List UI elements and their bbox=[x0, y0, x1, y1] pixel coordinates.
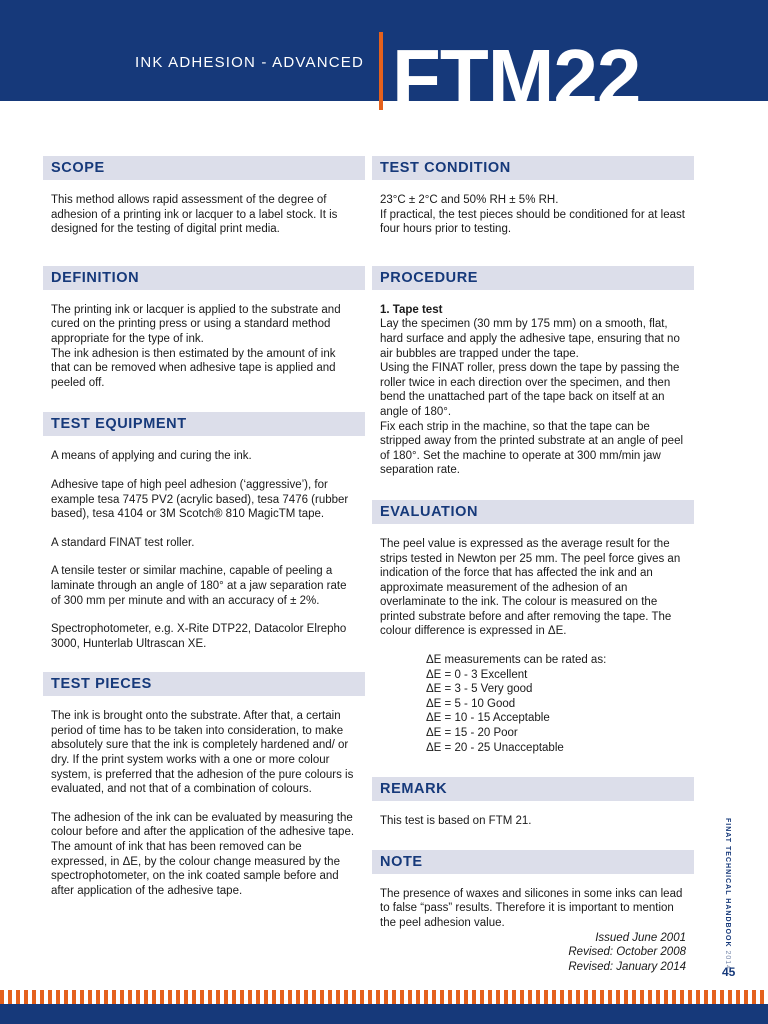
handbook-year: 2014 bbox=[724, 950, 731, 971]
rating-intro: ΔE measurements can be rated as: bbox=[426, 654, 607, 667]
condition-heading: TEST CONDITION bbox=[372, 156, 694, 180]
definition-heading: DEFINITION bbox=[43, 266, 365, 290]
equipment-paragraph: A standard FINAT test roller. bbox=[51, 536, 195, 549]
document-subtitle: INK ADHESION - ADVANCED bbox=[134, 54, 364, 71]
footer-stripe-band bbox=[0, 990, 768, 1004]
pieces-heading: TEST PIECES bbox=[43, 672, 365, 696]
procedure-heading: PROCEDURE bbox=[372, 266, 694, 290]
revised-date: Revised: January 2014 bbox=[568, 960, 686, 973]
remark-heading: REMARK bbox=[372, 777, 694, 801]
issued-date: Issued June 2001 bbox=[595, 931, 686, 944]
equipment-heading: TEST EQUIPMENT bbox=[43, 412, 365, 436]
revised-date: Revised: October 2008 bbox=[568, 946, 686, 959]
left-column bbox=[43, 156, 365, 898]
rating-item: ΔE = 3 - 5 Very good bbox=[426, 683, 533, 696]
rating-list bbox=[380, 653, 686, 755]
equipment-paragraph: A means of applying and curing the ink. bbox=[51, 450, 252, 463]
procedure-paragraph: Fix each strip in the machine, so that the tape can be stripped away from the printed substrate at an angle of peel of 180°. Set the machine to operate at 300 mm/min jaw separation rate. bbox=[380, 420, 684, 477]
note-text: The presence of waxes and silicones in some inks can lead to false “pass” results. Therefore it is important to mention the peel adhesion value. bbox=[380, 887, 683, 929]
scope-heading: SCOPE bbox=[43, 156, 365, 180]
handbook-label bbox=[724, 818, 731, 970]
condition-line: 23°C ± 2°C and 50% RH ± 5% RH. bbox=[380, 194, 559, 206]
rating-item: ΔE = 20 - 25 Unacceptable bbox=[426, 741, 564, 754]
remark-text: This test is based on FTM 21. bbox=[380, 815, 532, 828]
rating-item: ΔE = 0 - 3 Excellent bbox=[426, 668, 528, 681]
rating-item: ΔE = 15 - 20 Poor bbox=[426, 727, 518, 740]
pieces-paragraph: The ink is brought onto the substrate. After that, a certain period of time has to be taken into consideration, to make absolutely sure that the ink is completely hardened and/ or dry. If the print system works with a one or more colour system, is preferred that the adhesion of the pure colours is evaluated, and not that of a combination of colours. bbox=[51, 710, 354, 796]
footer-band bbox=[0, 1004, 768, 1024]
scope-text: This method allows rapid assessment of the degree of adhesion of a printing ink or lacquer to a label stock. It is designed for the testing of digital print media. bbox=[51, 194, 338, 236]
definition-body bbox=[43, 303, 365, 391]
condition-line: If practical, the test pieces should be conditioned for at least four hours prior to testing. bbox=[380, 208, 685, 236]
procedure-paragraph: Using the FINAT roller, press down the tape by passing the roller twice in each direction over the specimen, and then bend the unattached part of the tape back on itself at an angle of 180°. bbox=[380, 362, 680, 418]
procedure-body bbox=[372, 303, 694, 478]
rating-item: ΔE = 10 - 15 Acceptable bbox=[426, 712, 550, 725]
header-band bbox=[0, 0, 768, 101]
evaluation-body bbox=[372, 537, 694, 755]
equipment-paragraph: Adhesive tape of high peel adhesion (‘aggressive’), for example tesa 7475 PV2 (acrylic based), tesa 7476 (rubber based), tesa 4104 or 3M Scotch® 810 MagicTM tape. bbox=[51, 478, 349, 521]
pieces-body bbox=[43, 709, 365, 898]
equipment-body bbox=[43, 449, 365, 651]
pieces-paragraph: The adhesion of the ink can be evaluated by measuring the colour before and after the application of the adhesive tape. The amount of ink that has been removed can be expressed, in ΔE, by the colour change measured by the spectrophotometer, on the ink coated sample before and after application of the adhesive tape. bbox=[51, 811, 355, 897]
handbook-title: FINAT TECHNICAL HANDBOOK bbox=[724, 818, 731, 948]
condition-body bbox=[372, 193, 694, 237]
equipment-paragraph: Spectrophotometer, e.g. X-Rite DTP22, Datacolor Elrepho 3000, Hunterlab Ultrascan XE. bbox=[51, 623, 347, 650]
page-number: 45 bbox=[722, 965, 736, 979]
document-code: FTM22 bbox=[392, 33, 641, 122]
definition-paragraph: The printing ink or lacquer is applied to the substrate and cured on the printing press or using a standard method appropriate for the type of ink. bbox=[51, 303, 341, 345]
remark-body bbox=[372, 814, 694, 829]
right-column bbox=[372, 156, 694, 974]
scope-body bbox=[43, 193, 365, 237]
procedure-subheading: 1. Tape test bbox=[380, 303, 443, 316]
rating-item: ΔE = 5 - 10 Good bbox=[426, 697, 516, 710]
procedure-paragraph: Lay the specimen (30 mm by 175 mm) on a smooth, flat, hard surface and apply the adhesive tape, ensuring that no air bubbles are trapped under the tape. bbox=[380, 318, 680, 360]
header-divider bbox=[379, 32, 383, 110]
equipment-paragraph: A tensile tester or similar machine, capable of peeling a laminate through an angle of 180° at a jaw separation rate of 300 mm per minute and with an accuracy of ± 2%. bbox=[51, 565, 347, 607]
note-heading: NOTE bbox=[372, 850, 694, 874]
evaluation-text: The peel value is expressed as the average result for the strips tested in Newton per 25 mm. The peel force gives an indication of the force that has affected the ink and an approximate measurement of the adhesion of an overlaminate to the ink. The colour is measured on the printed substrate before and after removing the tape. The colour difference is expressed in ΔE. bbox=[380, 537, 681, 638]
note-body bbox=[372, 887, 694, 975]
evaluation-heading: EVALUATION bbox=[372, 500, 694, 524]
definition-paragraph: The ink adhesion is then estimated by the amount of ink that can be removed when adhesive tape is applied and peeled off. bbox=[51, 347, 336, 389]
